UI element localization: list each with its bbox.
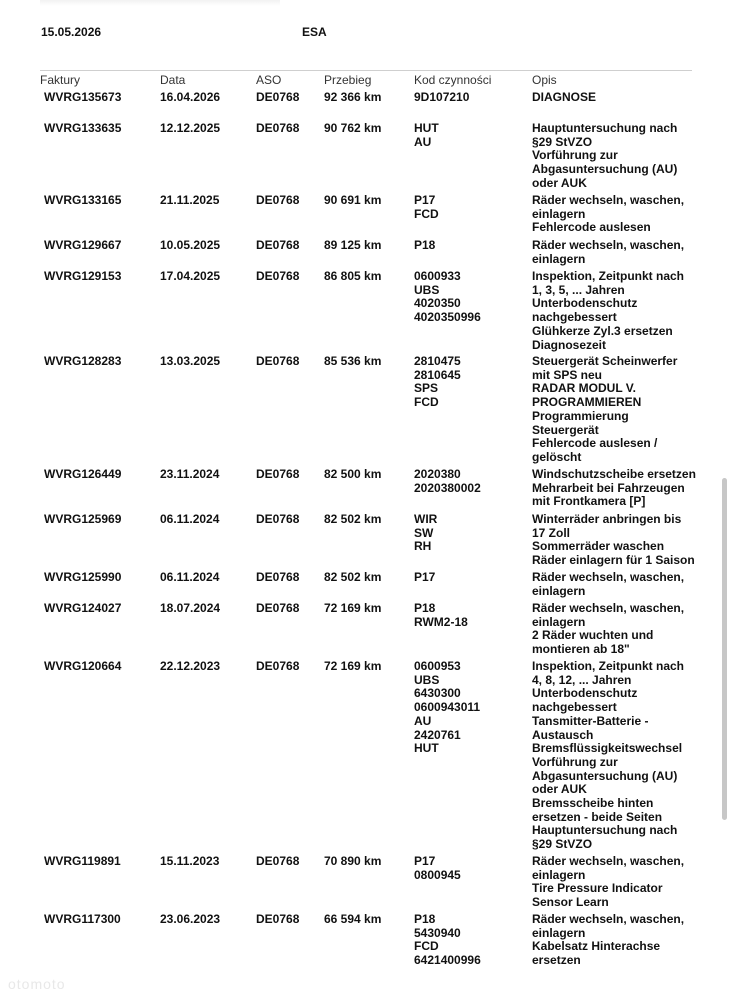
col-header-description: Opis xyxy=(532,73,557,87)
description-cell xyxy=(532,239,684,266)
code-line: 2810645 xyxy=(414,367,461,382)
invoice-cell: WVRG125990 xyxy=(44,570,122,584)
code-line: AU xyxy=(414,713,432,728)
description-cell xyxy=(532,513,695,568)
description-line: Inspektion, Zeitpunkt nach xyxy=(532,659,685,673)
date-cell: 12.12.2025 xyxy=(160,121,221,135)
watermark-logo: otomoto xyxy=(8,976,66,992)
code-cell xyxy=(414,602,468,629)
code-line: 9D107210 xyxy=(414,90,470,104)
description-cell xyxy=(532,355,677,465)
invoice-cell: WVRG125969 xyxy=(44,512,122,526)
invoice-cell: WVRG133635 xyxy=(44,121,122,135)
code-line: SPS xyxy=(414,381,439,396)
code-line: 6430300 xyxy=(414,686,461,701)
code-cell xyxy=(414,660,480,756)
code-cell xyxy=(414,571,435,585)
mileage-cell: 72 169 km xyxy=(324,659,382,673)
description-line: ersetzen - beide Seiten xyxy=(532,809,663,824)
mileage-cell: 90 762 km xyxy=(324,121,382,135)
invoice-cell: WVRG129153 xyxy=(44,269,122,283)
code-cell xyxy=(414,513,437,554)
mileage-cell: 85 536 km xyxy=(324,354,382,368)
code-cell xyxy=(414,194,439,221)
description-cell xyxy=(532,194,684,235)
description-line: DIAGNOSE xyxy=(532,90,597,104)
date-cell: 23.06.2023 xyxy=(160,912,221,926)
code-line: FCD xyxy=(414,206,439,221)
description-line: Fehlercode auslesen / xyxy=(532,436,658,451)
description-line: Unterbodenschutz xyxy=(532,686,638,701)
mileage-cell: 89 125 km xyxy=(324,238,382,252)
date-cell: 10.05.2025 xyxy=(160,238,221,252)
description-line: PROGRAMMIEREN xyxy=(532,395,642,410)
invoice-cell: WVRG120664 xyxy=(44,659,122,673)
description-line: §29 StVZO xyxy=(532,134,593,149)
description-line: Diagnosezeit xyxy=(532,337,607,352)
description-cell xyxy=(532,571,684,598)
code-line: UBS xyxy=(414,282,440,297)
invoice-cell: WVRG119891 xyxy=(44,854,121,868)
description-line: Austausch xyxy=(532,727,594,742)
code-line: 2810475 xyxy=(414,354,461,368)
aso-cell: DE0768 xyxy=(256,659,300,673)
code-cell xyxy=(414,855,461,882)
mileage-cell: 92 366 km xyxy=(324,90,382,104)
description-line: ersetzen xyxy=(532,953,581,968)
code-line: P17 xyxy=(414,854,436,868)
description-line: 2 Räder wuchten und xyxy=(532,628,654,643)
code-cell xyxy=(414,913,481,968)
aso-cell: DE0768 xyxy=(256,90,300,104)
date-cell: 06.11.2024 xyxy=(160,512,220,526)
date-cell: 21.11.2025 xyxy=(160,193,220,207)
code-line: 2420761 xyxy=(414,727,461,742)
description-line: oder AUK xyxy=(532,782,587,797)
code-line: AU xyxy=(414,134,432,149)
description-line: Abgasuntersuchung (AU) xyxy=(532,768,678,783)
aso-cell: DE0768 xyxy=(256,912,300,926)
description-line: Sensor Learn xyxy=(532,895,609,910)
aso-cell: DE0768 xyxy=(256,121,300,135)
description-line: 4, 8, 12, ... Jahren xyxy=(532,672,632,687)
description-line: Abgasuntersuchung (AU) xyxy=(532,162,678,177)
top-shadow xyxy=(40,0,280,6)
description-line: Mehrarbeit bei Fahrzeugen xyxy=(532,480,685,495)
col-header-mileage: Przebieg xyxy=(324,73,372,87)
description-line: 17 Zoll xyxy=(532,525,571,540)
code-cell xyxy=(414,91,469,105)
description-line: Steuergerät xyxy=(532,422,599,437)
description-line: einlagern xyxy=(532,206,586,221)
date-cell: 15.11.2023 xyxy=(160,854,220,868)
invoice-cell: WVRG129667 xyxy=(44,238,122,252)
description-line: §29 StVZO xyxy=(532,837,593,852)
description-line: Räder wechseln, waschen, xyxy=(532,238,685,252)
aso-cell: DE0768 xyxy=(256,601,300,615)
description-cell xyxy=(532,270,684,352)
description-line: einlagern xyxy=(532,614,586,629)
description-cell xyxy=(532,122,677,191)
aso-cell: DE0768 xyxy=(256,193,300,207)
code-line: P17 xyxy=(414,193,436,207)
header-divider xyxy=(40,70,692,71)
code-line: 4020350 xyxy=(414,296,461,311)
description-line: Kabelsatz Hinterachse xyxy=(532,939,661,954)
description-line: Räder wechseln, waschen, xyxy=(532,854,685,868)
description-cell xyxy=(532,855,684,910)
col-header-date: Data xyxy=(160,73,186,87)
description-line: Räder wechseln, waschen, xyxy=(532,601,685,615)
description-line: Vorführung zur xyxy=(532,148,618,163)
code-line: RWM2-18 xyxy=(414,614,468,629)
aso-cell: DE0768 xyxy=(256,467,300,481)
code-line: P18 xyxy=(414,601,436,615)
description-line: montieren ab 18" xyxy=(532,642,630,657)
mileage-cell: 82 502 km xyxy=(324,570,382,584)
description-line: Glühkerze Zyl.3 ersetzen xyxy=(532,323,673,338)
invoice-cell: WVRG133165 xyxy=(44,193,122,207)
mileage-cell: 90 691 km xyxy=(324,193,382,207)
code-line: HUT xyxy=(414,121,439,135)
description-line: Räder einlagern für 1 Saison xyxy=(532,553,695,568)
description-line: Vorführung zur xyxy=(532,754,618,769)
code-line: RH xyxy=(414,539,432,554)
description-cell xyxy=(532,91,596,105)
description-cell xyxy=(532,468,696,509)
mileage-cell: 86 805 km xyxy=(324,269,382,283)
description-line: nachgebessert xyxy=(532,700,617,715)
code-cell xyxy=(414,270,481,325)
description-line: Räder wechseln, waschen, xyxy=(532,912,685,926)
mileage-cell: 66 594 km xyxy=(324,912,382,926)
invoice-cell: WVRG135673 xyxy=(44,90,122,104)
code-cell xyxy=(414,468,481,495)
description-line: Fehlercode auslesen xyxy=(532,220,651,235)
col-header-aso: ASO xyxy=(256,73,282,87)
code-cell xyxy=(414,239,435,253)
description-line: nachgebessert xyxy=(532,310,617,325)
description-line: Hauptuntersuchung nach xyxy=(532,823,678,838)
description-line: Steuergerät Scheinwerfer xyxy=(532,354,678,368)
description-line: Sommerräder waschen xyxy=(532,539,665,554)
code-line: 4020350996 xyxy=(414,310,481,325)
invoice-cell: WVRG117300 xyxy=(44,912,121,926)
date-cell: 22.12.2023 xyxy=(160,659,221,673)
date-cell: 18.07.2024 xyxy=(160,601,221,615)
description-line: gelöscht xyxy=(532,449,582,464)
code-line: P17 xyxy=(414,570,436,584)
description-line: einlagern xyxy=(532,867,586,882)
invoice-cell: WVRG128283 xyxy=(44,354,122,368)
description-line: oder AUK xyxy=(532,175,587,190)
code-cell xyxy=(414,122,439,149)
aso-cell: DE0768 xyxy=(256,238,300,252)
code-line: HUT xyxy=(414,741,439,756)
code-line: 5430940 xyxy=(414,925,461,940)
document-title: ESA xyxy=(302,25,327,39)
description-line: RADAR MODUL V. xyxy=(532,381,637,396)
scrollbar[interactable] xyxy=(722,478,727,820)
description-line: einlagern xyxy=(532,583,586,598)
description-cell xyxy=(532,602,684,657)
description-line: Tire Pressure Indicator xyxy=(532,881,663,896)
description-line: einlagern xyxy=(532,925,586,940)
description-cell xyxy=(532,913,684,968)
description-line: Tansmitter-Batterie - xyxy=(532,713,649,728)
aso-cell: DE0768 xyxy=(256,570,300,584)
invoice-cell: WVRG124027 xyxy=(44,601,122,615)
code-line: SW xyxy=(414,525,434,540)
invoice-cell: WVRG126449 xyxy=(44,467,122,481)
code-line: P18 xyxy=(414,238,436,252)
code-line: 2020380 xyxy=(414,467,461,481)
date-cell: 06.11.2024 xyxy=(160,570,220,584)
aso-cell: DE0768 xyxy=(256,854,300,868)
code-line: 0600933 xyxy=(414,269,461,283)
document-date: 15.05.2026 xyxy=(41,25,102,39)
aso-cell: DE0768 xyxy=(256,269,300,283)
code-line: 0800945 xyxy=(414,867,461,882)
code-line: 0600953 xyxy=(414,659,461,673)
description-line: einlagern xyxy=(532,251,586,266)
code-line: P18 xyxy=(414,912,436,926)
description-line: Bremsflüssigkeitswechsel xyxy=(532,741,683,756)
code-line: 6421400996 xyxy=(414,953,481,968)
description-line: Bremsscheibe hinten xyxy=(532,796,654,811)
description-line: Hauptuntersuchung nach xyxy=(532,121,678,135)
code-line: 2020380002 xyxy=(414,480,481,495)
mileage-cell: 72 169 km xyxy=(324,601,382,615)
description-line: mit Frontkamera [P] xyxy=(532,494,646,509)
description-cell xyxy=(532,660,684,852)
description-line: Räder wechseln, waschen, xyxy=(532,193,685,207)
code-line: WIR xyxy=(414,512,438,526)
description-line: Windschutzscheibe ersetzen xyxy=(532,467,696,481)
mileage-cell: 70 890 km xyxy=(324,854,382,868)
code-cell xyxy=(414,355,461,410)
mileage-cell: 82 502 km xyxy=(324,512,382,526)
aso-cell: DE0768 xyxy=(256,354,300,368)
date-cell: 16.04.2026 xyxy=(160,90,221,104)
description-line: Unterbodenschutz xyxy=(532,296,638,311)
code-line: 0600943011 xyxy=(414,700,481,715)
description-line: Programmierung xyxy=(532,408,629,423)
date-cell: 17.04.2025 xyxy=(160,269,221,283)
date-cell: 13.03.2025 xyxy=(160,354,221,368)
code-line: FCD xyxy=(414,939,439,954)
date-cell: 23.11.2024 xyxy=(160,467,220,481)
description-line: 1, 3, 5, ... Jahren xyxy=(532,282,625,297)
description-line: mit SPS neu xyxy=(532,367,603,382)
code-line: FCD xyxy=(414,395,439,410)
col-header-code: Kod czynności xyxy=(414,73,492,87)
description-line: Winterräder anbringen bis xyxy=(532,512,682,526)
col-header-invoice: Faktury xyxy=(40,73,81,87)
aso-cell: DE0768 xyxy=(256,512,300,526)
code-line: UBS xyxy=(414,672,440,687)
description-line: Räder wechseln, waschen, xyxy=(532,570,685,584)
description-line: Inspektion, Zeitpunkt nach xyxy=(532,269,685,283)
mileage-cell: 82 500 km xyxy=(324,467,382,481)
